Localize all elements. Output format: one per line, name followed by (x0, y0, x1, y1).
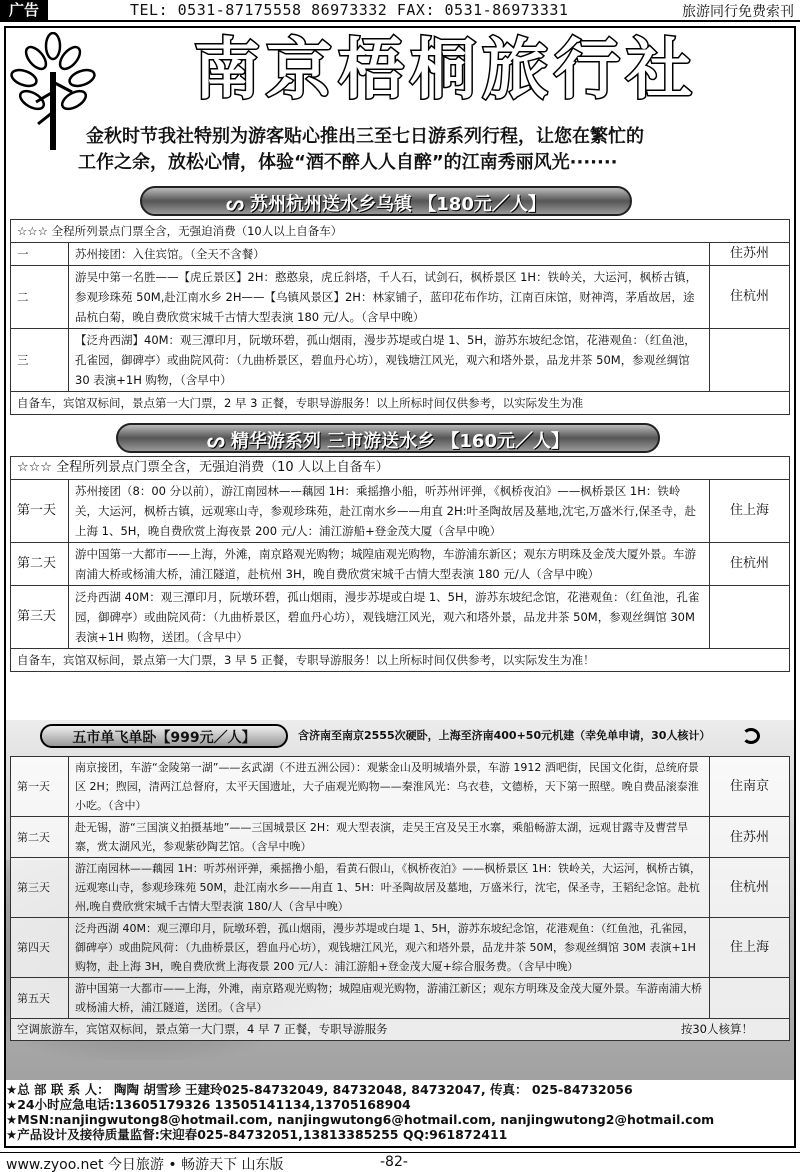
footer (0, 1152, 800, 1172)
contact-line-2: ★24小时应急电话:13605179326 13505141134,13705168904 (6, 1097, 411, 1112)
table-footer-note (11, 1019, 790, 1041)
hotel-city (710, 329, 790, 392)
table-footer-note: 自备车，宾馆双标间，景点第一大门票，3 早 5 正餐，专职导游服务！以上所标时间仅供参考，以实际发生为准！ (11, 649, 790, 672)
hotel-city: 住苏州 (710, 817, 790, 858)
agency-name: 南京梧桐旅行社 (194, 30, 698, 108)
hotel-city: 住上海 (710, 918, 790, 978)
hotel-city: 住杭州 (710, 858, 790, 918)
tour2-table (10, 456, 790, 672)
tour3-banner-extra: 含济南至南京2555次硬卧，上海至济南400+50元机建（幸免单申请，30人核计） (298, 729, 711, 742)
table-header-note: ☆☆☆ 全程所列景点门票全含，无强迫消费（10人以上自备车） (11, 220, 790, 243)
day-desc: 苏州接团：入住宾馆。（全天不含餐） (69, 243, 710, 266)
day-label: 第三天 (11, 858, 69, 918)
hotel-city: 住上海 (710, 480, 790, 543)
tour3-banner-pill (40, 724, 288, 748)
day-desc: 游中国第一大都市——上海，外滩，南京路观光购物；城隍庙观光购物，游浦江新区；观东方明珠及金茂大厦外景。车游南浦大桥或杨浦大桥，浦江隧道，送团。（含早） (69, 978, 710, 1019)
day-label: 三 (11, 329, 69, 392)
contacts (6, 1082, 792, 1142)
contact-line-3: ★MSN:nanjingwutong8@hotmail.com, nanjingwutong6@hotmail.com, nanjingwutong2@hotmail.com (6, 1112, 715, 1127)
table-row (11, 918, 790, 978)
tour2-banner-text: 精华游系列 三市游送水乡 【160元／人】 (230, 431, 569, 452)
day-desc: 游中国第一大都市——上海，外滩，南京路观光购物；城隍庙观光购物，车游浦东新区；观东方明珠及金茂大厦外景。车游南浦大桥或杨浦大桥，浦江隧道，赴杭州 3H，晚自费欣赏宋城千古情大型表演 180 元/人（含早中晚） (69, 543, 710, 586)
tour3-banner-text: 五市单飞单卧【999元／人】 (72, 730, 256, 746)
day-label: 第一天 (11, 480, 69, 543)
day-label: 第四天 (11, 918, 69, 978)
contact-phone-fax: TEL: 0531-87175558 86973332 FAX: 0531-86973331 (130, 1, 569, 19)
table-row (11, 858, 790, 918)
contact-line-1: ★总 部 联 系 人： 陶陶 胡雪珍 王建玲025-84732049, 84732048, 84732047, 传真： 025-84732056 (6, 1082, 633, 1097)
table-footer-note-text: 空调旅游车，宾馆双标间，景点第一大门票，4 早 7 正餐，专职导游服务 (17, 1022, 388, 1036)
table-row (11, 329, 790, 392)
tour1-table (10, 219, 790, 415)
table-footer-note-count: 按30人核算！ (680, 1022, 753, 1036)
hotel-city (710, 586, 790, 649)
swirl-icon: ᔕ (226, 191, 244, 215)
hotel-city: 住杭州 (710, 543, 790, 586)
table-row (11, 543, 790, 586)
day-desc: 赴无锡，游“三国演义拍摄基地”——三国城景区 2H：观大型表演，走吴王宫及吴王水寨，乘船畅游太湖，远观甘露寺及曹营旱寨，赏太湖风光，参观紫砂陶艺馆。（含早中晚） (69, 817, 710, 858)
page-number: -82- (380, 1154, 408, 1170)
hotel-city: 住苏州 (710, 243, 790, 266)
table-row (11, 1019, 790, 1041)
table-row (11, 817, 790, 858)
day-desc: 南京接团，车游“金陵第一湖”——玄武湖（不进五洲公园）：观紫金山及明城墙外景，车游 1912 酒吧街，民国文化街，总统府景区 2H；煦园，清两江总督府，太平天国遗址，大子庙观光购物——秦淮风光：乌衣巷，文德桥，天下第一照壁。晚自费品滚泰淮小吃。（含中） (69, 757, 710, 817)
swirl-icon (742, 728, 760, 744)
day-label: 第五天 (11, 978, 69, 1019)
day-desc: 游吴中第一名胜——【虎丘景区】2H：憨憨泉，虎丘斜塔，千人石，试剑石，枫桥景区 1H：铁岭关，大运河，枫桥古镇，参观珍珠苑 50M,赴江南水乡 2H——【乌镇风景区】2H：林家铺子，蓝印花布作坊，江南百床馆，财神湾，茅盾故居，途品杭白菊，晚自费欣赏宋城千古情大型表演 180 元/人。（含早中晚） (69, 266, 710, 329)
ad-tag: 广告 (0, 0, 48, 20)
day-desc: 泛舟西湖 40M：观三潭印月，阮墩环碧，孤山烟雨，漫步苏堤或白堤 1、5H，游苏东坡纪念馆，花港观鱼：（红鱼池，孔雀园，御碑亭）或曲院风荷：（九曲桥景区，碧血丹心坊），观钱塘江风光，观六和塔外景，品龙井茶 50M，参观丝绸馆 30M 表演+1H 购物，赴上海 3H，晚自费欣赏上海夜景 200 元/人：浦江游船+登金茂大厦+综合服务费。（含早中晚） (69, 918, 710, 978)
hotel-city (710, 978, 790, 1019)
tour1-banner-text: 苏州杭州送水乡乌镇 【180元／人】 (250, 194, 546, 215)
table-row (11, 649, 790, 672)
table-row (11, 978, 790, 1019)
hotel-city: 住杭州 (710, 266, 790, 329)
tour2-banner (116, 423, 660, 453)
table-row (11, 757, 790, 817)
tour3-table (10, 756, 790, 1041)
day-desc: 泛舟西湖 40M：观三潭印月，阮墩环碧，孤山烟雨，漫步苏堤或白堤 1、5H，游苏东坡纪念馆，花港观鱼：（红鱼池，孔雀园，御碑亭）或曲院风荷：（九曲桥景区，碧血丹心坊），观钱塘江风光，观六和塔外景，品龙井茶 50M，参观丝绸馆 30M 表演+1H 购物，送团。（含早中） (69, 586, 710, 649)
hotel-city: 住南京 (710, 757, 790, 817)
footer-site: www.zyoo.net 今日旅游 • 畅游天下 山东版 (6, 1157, 284, 1172)
contact-line-4: ★产品设计及接待质量监督:宋迎春025-84732051,13813385255 QQ:961872411 (6, 1127, 508, 1142)
day-desc: 苏州接团（8：00 分以前），游江南园林——藕园 1H：乘摇撸小船，听苏州评弹，《枫桥夜泊》——枫桥景区 1H：铁岭关，大运河，枫桥古镇，远观寒山寺，参观珍珠苑，赴江南水乡——甪直 2H:叶圣陶故居及墓地,沈宅,万盛米行,保圣寺，赴上海 1、5H，晚自费欣赏上海夜景 200 元/人：浦江游船+登金茂大厦（含早中晚） (69, 480, 710, 543)
table-row (11, 243, 790, 266)
tour1-banner (140, 186, 632, 216)
top-bar (0, 0, 800, 22)
day-desc: 游江南园林——藕园 1H：听苏州评弹，乘摇撸小船，看黄石假山，《枫桥夜泊》——枫桥景区 1H：铁岭关，大运河，枫桥古镇，远观寒山寺，参观珍珠苑 50M，赴江南水乡——甪直 1、5H：叶圣陶故居及墓地，万盛米行，沈宅，保圣寺，王韬纪念馆。赴杭州,晚自费欣赏宋城千古情大型表演 180/人（含早中晚） (69, 858, 710, 918)
tagline: 旅游同行免费索刊 (682, 4, 794, 20)
day-label: 二 (11, 266, 69, 329)
table-row (11, 392, 790, 415)
intro-line-1: 金秋时节我社特别为游客贴心推出三至七日游系列行程，让您在繁忙的 (86, 126, 644, 147)
day-label: 第二天 (11, 817, 69, 858)
table-row (11, 480, 790, 543)
intro-text (78, 124, 776, 176)
day-label: 一 (11, 243, 69, 266)
day-label: 第一天 (11, 757, 69, 817)
tour3-banner (40, 724, 760, 748)
day-desc: 【泛舟西湖】40M：观三潭印月，阮墩环碧，孤山烟雨，漫步苏堤或白堤 1、5H，游苏东坡纪念馆，花港观鱼：（红鱼池，孔雀园，御碑亭）或曲院风荷：（九曲桥景区，碧血丹心坊），观钱塘江风光，观六和塔外景，品龙井茶 50M，参观丝绸馆 30 表演+1H 购物，（含早中） (69, 329, 710, 392)
day-label: 第三天 (11, 586, 69, 649)
table-footer-note: 自备车，宾馆双标间，景点第一大门票，2 早 3 正餐，专职导游服务！以上所标时间仅供参考，以实际发生为准 (11, 392, 790, 415)
tree-logo-icon (8, 32, 98, 150)
day-label: 第二天 (11, 543, 69, 586)
table-row (11, 220, 790, 243)
table-row (11, 266, 790, 329)
table-header-note: ☆☆☆ 全程所列景点门票全含，无强迫消费（10 人以上自备车） (11, 457, 790, 480)
swirl-icon: ᔕ (207, 428, 225, 452)
table-row (11, 586, 790, 649)
intro-line-2: 工作之余，放松心情，体验“酒不醉人人自醉”的江南秀丽风光······· (78, 152, 618, 173)
table-row (11, 457, 790, 480)
